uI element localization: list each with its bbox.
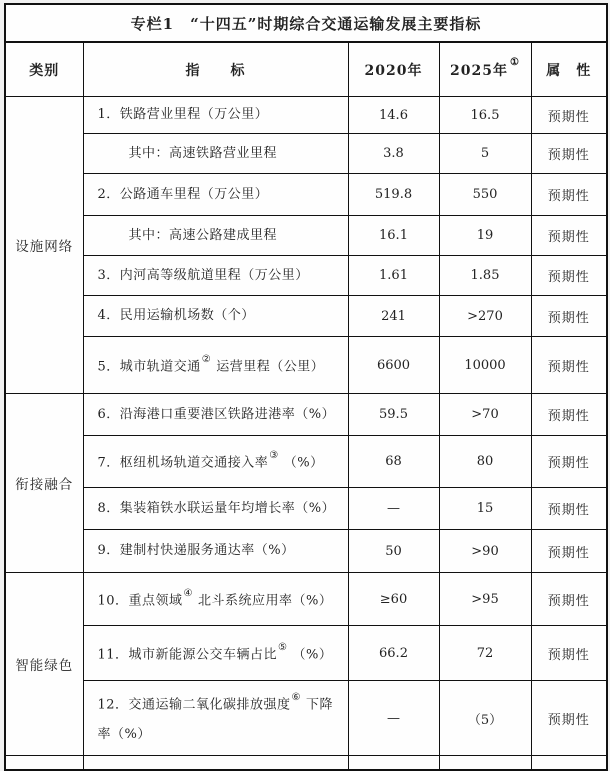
indicator-text: 10．重点领域 <box>97 593 183 609</box>
table-row <box>5 337 607 394</box>
value-2020-cell: 241 <box>348 296 439 337</box>
attribute-cell: 预期性 <box>531 296 607 337</box>
indicator-cell <box>83 337 348 394</box>
value-2020-cell: 6600 <box>348 337 439 394</box>
value-2025-cell: （5） <box>439 681 531 756</box>
attribute-cell: 预期性 <box>531 626 607 681</box>
indicator-text: 3．内河高等级航道里程（万公里） <box>97 267 309 283</box>
indicator-text: 4．民用运输机场数（个） <box>97 308 255 323</box>
value-2025-cell: >95 <box>439 573 531 626</box>
header-2025 <box>439 42 531 97</box>
value-2025-cell: 10000 <box>439 337 531 394</box>
value-2020-cell: 519.8 <box>348 174 439 216</box>
indicator-text: 12．交通运输二氧化碳排放强度 <box>97 697 291 713</box>
attribute-cell: 预期性 <box>531 174 607 216</box>
indicator-cell <box>83 97 348 134</box>
indicator-text: 6．沿海港口重要港区铁路进港率（%） <box>97 406 336 422</box>
footnote-marker: ③ <box>269 450 279 462</box>
value-2020-cell: 66.2 <box>348 626 439 681</box>
footnote-marker: ⑥ <box>291 691 302 703</box>
partial-row-cell <box>531 756 607 770</box>
indicator-text-continued: 运营里程（公里） <box>216 359 325 375</box>
attribute-cell: 预期性 <box>531 573 607 626</box>
value-2020-cell: 3.8 <box>348 134 439 174</box>
value-2025-cell: 16.5 <box>439 97 531 134</box>
value-2025-cell: 80 <box>439 436 531 488</box>
indicator-cell <box>83 394 348 436</box>
value-2025-cell: 19 <box>439 216 531 256</box>
category-cell: 智能绿色 <box>5 573 83 756</box>
header-category: 类别 <box>5 42 83 97</box>
partial-row <box>5 756 607 770</box>
partial-row-cell <box>5 756 83 770</box>
attribute-cell: 预期性 <box>531 394 607 436</box>
value-2025-cell: 15 <box>439 488 531 530</box>
table-row <box>5 256 607 296</box>
table-row <box>5 626 607 681</box>
table-row <box>5 394 607 436</box>
attribute-cell: 预期性 <box>531 488 607 530</box>
indicator-cell <box>83 681 348 756</box>
attribute-cell: 预期性 <box>531 337 607 394</box>
value-2025-cell: >270 <box>439 296 531 337</box>
value-2025-cell: 5 <box>439 134 531 174</box>
indicator-cell <box>83 530 348 573</box>
partial-row-cell <box>348 756 439 770</box>
value-2025-cell: >70 <box>439 394 531 436</box>
footnote-marker: ⑤ <box>278 641 288 653</box>
indicator-text: 1．铁路营业里程（万公里） <box>97 107 269 122</box>
table-row <box>5 436 607 488</box>
indicator-text: 其中：高速公路建成里程 <box>128 227 278 243</box>
value-2020-cell: ≥60 <box>348 573 439 626</box>
header-2025-label: 2025年 <box>450 62 508 79</box>
table-row <box>5 97 607 134</box>
title-row <box>5 4 607 42</box>
table-row <box>5 174 607 216</box>
indicator-cell <box>83 296 348 337</box>
value-2020-cell: 59.5 <box>348 394 439 436</box>
indicator-cell <box>83 134 348 174</box>
value-2020-cell: — <box>348 488 439 530</box>
indicator-cell <box>83 436 348 488</box>
attribute-cell: 预期性 <box>531 216 607 256</box>
value-2020-cell: 1.61 <box>348 256 439 296</box>
indicator-cell <box>83 174 348 216</box>
attribute-cell: 预期性 <box>531 436 607 488</box>
indicator-text-continued: 下降率（%） <box>97 697 334 743</box>
indicator-cell <box>83 256 348 296</box>
footnote-1-marker: ① <box>510 56 520 68</box>
attribute-cell: 预期性 <box>531 681 607 756</box>
attribute-cell: 预期性 <box>531 530 607 573</box>
header-attribute: 属 性 <box>531 42 607 97</box>
indicators-table <box>4 3 608 771</box>
indicator-cell <box>83 626 348 681</box>
indicator-text: 11．城市新能源公交车辆占比 <box>97 647 278 663</box>
attribute-cell: 预期性 <box>531 134 607 174</box>
indicator-text: 8．集装箱铁水联运量年均增长率（%） <box>97 500 336 516</box>
value-2025-cell: 72 <box>439 626 531 681</box>
value-2020-cell: 14.6 <box>348 97 439 134</box>
partial-row-cell <box>83 756 348 770</box>
category-cell: 设施网络 <box>5 97 83 394</box>
table-row <box>5 134 607 174</box>
value-2020-cell: — <box>348 681 439 756</box>
category-cell: 衔接融合 <box>5 394 83 573</box>
value-2025-cell: >90 <box>439 530 531 573</box>
table-row <box>5 296 607 337</box>
table-row <box>5 681 607 756</box>
value-2020-cell: 50 <box>348 530 439 573</box>
attribute-cell: 预期性 <box>531 256 607 296</box>
header-2020: 2020年 <box>348 42 439 97</box>
table-title: 专栏1 “十四五”时期综合交通运输发展主要指标 <box>5 4 607 42</box>
attribute-cell: 预期性 <box>531 97 607 134</box>
indicator-text: 9．建制村快递服务通达率（%） <box>97 543 295 558</box>
value-2020-cell: 68 <box>348 436 439 488</box>
indicator-text: 5．城市轨道交通 <box>97 359 201 375</box>
value-2020-cell: 16.1 <box>348 216 439 256</box>
footnote-marker: ④ <box>183 587 194 599</box>
indicator-text: 2．公路通车里程（万公里） <box>97 186 269 202</box>
indicator-text: 其中：高速铁路营业里程 <box>128 145 278 161</box>
indicator-cell <box>83 216 348 256</box>
indicator-cell <box>83 573 348 626</box>
value-2025-cell: 1.85 <box>439 256 531 296</box>
partial-row-cell <box>439 756 531 770</box>
indicator-text-continued: （%） <box>292 647 333 663</box>
value-2025-cell: 550 <box>439 174 531 216</box>
header-indicator: 指 标 <box>83 42 348 97</box>
table-row <box>5 573 607 626</box>
table-row <box>5 488 607 530</box>
indicator-text: 7．枢纽机场轨道交通接入率 <box>97 455 269 471</box>
indicator-cell <box>83 488 348 530</box>
header-row <box>5 42 607 97</box>
footnote-marker: ② <box>201 353 212 365</box>
indicator-text-continued: 北斗系统应用率（%） <box>198 593 333 609</box>
indicator-text-continued: （%） <box>283 455 324 471</box>
table-row <box>5 216 607 256</box>
table-row <box>5 530 607 573</box>
